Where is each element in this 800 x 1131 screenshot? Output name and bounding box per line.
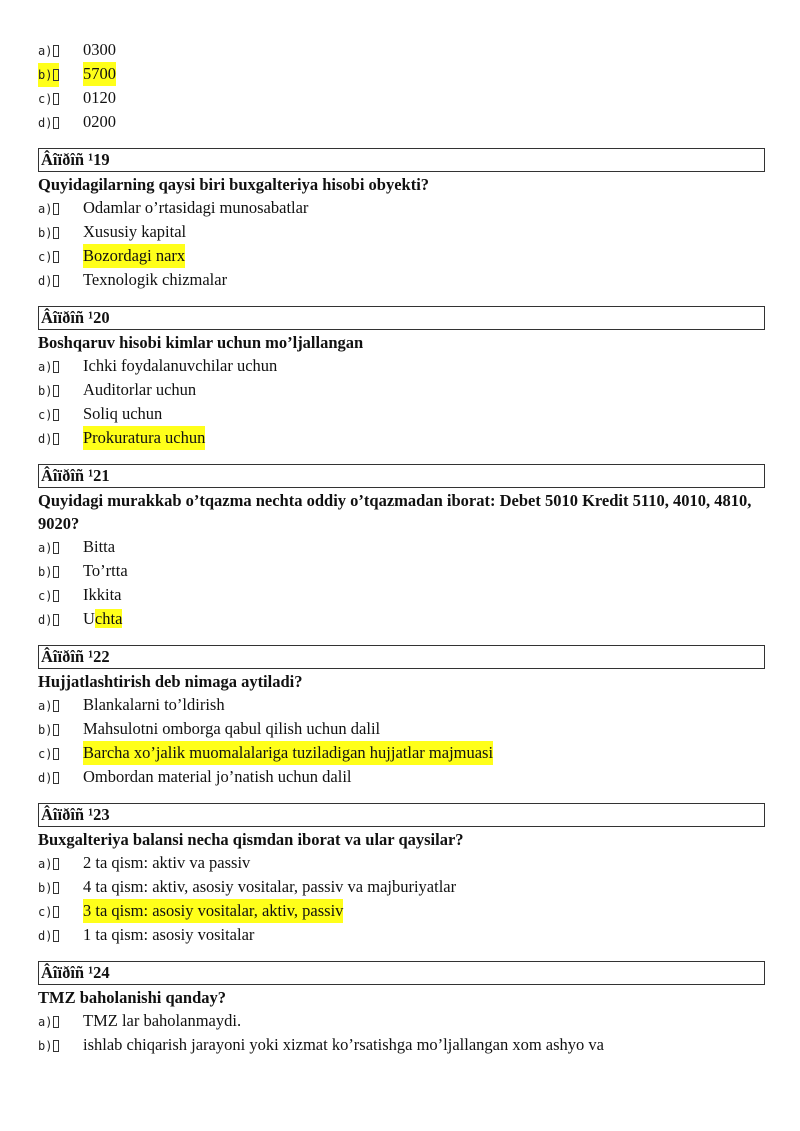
question-header: Âîïðîñ ¹22 xyxy=(38,645,765,669)
question-block xyxy=(38,803,765,947)
checkbox-icon xyxy=(53,433,59,445)
option-text: Auditorlar uchun xyxy=(83,380,197,399)
option-b[interactable] xyxy=(38,378,765,402)
checkbox-icon xyxy=(53,69,59,81)
option-key: d) xyxy=(38,111,59,135)
option-text: 0200 xyxy=(83,112,116,131)
checkbox-icon xyxy=(53,614,59,626)
option-key: c) xyxy=(38,742,59,766)
option-key: c) xyxy=(38,584,59,608)
option-d[interactable] xyxy=(38,607,765,631)
option-key: a) xyxy=(38,852,59,876)
question-block xyxy=(38,148,765,292)
option-key: c) xyxy=(38,245,59,269)
checkbox-icon xyxy=(53,1016,59,1028)
option-d[interactable] xyxy=(38,765,765,789)
checkbox-icon xyxy=(53,882,59,894)
option-text-highlighted: chta xyxy=(94,609,123,628)
question-block xyxy=(38,961,765,1057)
option-a[interactable] xyxy=(38,354,765,378)
option-key: d) xyxy=(38,427,59,451)
checkbox-icon xyxy=(53,858,59,870)
option-text-highlighted: Prokuratura uchun xyxy=(83,426,205,450)
question-text: TMZ baholanishi qanday? xyxy=(38,988,226,1007)
checkbox-icon xyxy=(53,361,59,373)
option-key: a) xyxy=(38,694,59,718)
checkbox-icon xyxy=(53,117,59,129)
option-text-highlighted: Bozordagi narx xyxy=(83,244,185,268)
question-block xyxy=(38,464,765,631)
question-header: Âîïðîñ ¹20 xyxy=(38,306,765,330)
option-a[interactable] xyxy=(38,38,765,62)
option-text: Ombordan material jo’natish uchun dalil xyxy=(83,767,352,786)
option-text: Ikkita xyxy=(83,585,122,604)
option-key: b) xyxy=(38,379,59,403)
option-key: b) xyxy=(38,1034,59,1058)
option-b[interactable] xyxy=(38,717,765,741)
option-key: a) xyxy=(38,197,59,221)
option-text: 2 ta qism: aktiv va passiv xyxy=(83,853,251,872)
option-text xyxy=(83,607,122,631)
option-text: Soliq uchun xyxy=(83,404,163,423)
option-key: b) xyxy=(38,876,59,900)
option-text-highlighted: 5700 xyxy=(83,62,116,86)
checkbox-icon xyxy=(53,542,59,554)
option-key: b) xyxy=(38,221,59,245)
option-key: a) xyxy=(38,39,59,63)
question-header: Âîïðîñ ¹24 xyxy=(38,961,765,985)
checkbox-icon xyxy=(53,93,59,105)
option-key: b) xyxy=(38,63,59,87)
option-key: d) xyxy=(38,608,59,632)
option-text-highlighted: 3 ta qism: asosiy vositalar, aktiv, passiv xyxy=(83,899,343,923)
question-header: Âîïðîñ ¹19 xyxy=(38,148,765,172)
option-key: a) xyxy=(38,536,59,560)
option-d[interactable] xyxy=(38,923,765,947)
option-key: a) xyxy=(38,1010,59,1034)
option-text: Bitta xyxy=(83,537,116,556)
option-a[interactable] xyxy=(38,196,765,220)
option-key: c) xyxy=(38,403,59,427)
option-text: 0120 xyxy=(83,88,116,107)
checkbox-icon xyxy=(53,227,59,239)
option-b[interactable] xyxy=(38,875,765,899)
checkbox-icon xyxy=(53,700,59,712)
option-key: a) xyxy=(38,355,59,379)
option-c[interactable] xyxy=(38,583,765,607)
checkbox-icon xyxy=(53,724,59,736)
option-c[interactable] xyxy=(38,402,765,426)
option-b[interactable] xyxy=(38,220,765,244)
option-text: 4 ta qism: aktiv, asosiy vositalar, passiv va majburiyatlar xyxy=(83,877,457,896)
question-block xyxy=(38,306,765,450)
option-a[interactable] xyxy=(38,1009,765,1033)
option-c[interactable] xyxy=(38,899,765,923)
option-list xyxy=(38,38,765,134)
option-key: d) xyxy=(38,766,59,790)
checkbox-icon xyxy=(53,566,59,578)
option-key: c) xyxy=(38,900,59,924)
option-text: To’rtta xyxy=(83,561,128,580)
option-b[interactable] xyxy=(38,62,765,86)
option-text: TMZ lar baholanmaydi. xyxy=(83,1011,242,1030)
option-text-plain: U xyxy=(83,609,95,628)
question-text: Quyidagilarning qaysi biri buxgalteriya hisobi obyekti? xyxy=(38,175,430,194)
question-block xyxy=(38,645,765,789)
option-c[interactable] xyxy=(38,86,765,110)
option-a[interactable] xyxy=(38,535,765,559)
option-text: ishlab chiqarish jarayoni yoki xizmat ko’rsatishga mo’ljallangan xom ashyo va xyxy=(83,1035,604,1054)
question-header: Âîïðîñ ¹21 xyxy=(38,464,765,488)
option-key: b) xyxy=(38,718,59,742)
option-c[interactable] xyxy=(38,244,765,268)
checkbox-icon xyxy=(53,203,59,215)
question-text: Buxgalteriya balansi necha qismdan iborat va ular qaysilar? xyxy=(38,830,464,849)
option-text: 1 ta qism: asosiy vositalar xyxy=(83,925,255,944)
question-text: Hujjatlashtirish deb nimaga aytiladi? xyxy=(38,672,303,691)
option-d[interactable] xyxy=(38,268,765,292)
checkbox-icon xyxy=(53,590,59,602)
option-b[interactable] xyxy=(38,559,765,583)
option-a[interactable] xyxy=(38,851,765,875)
option-text: Mahsulotni omborga qabul qilish uchun dalil xyxy=(83,719,381,738)
option-key: c) xyxy=(38,87,59,111)
option-text: Ichki foydalanuvchilar uchun xyxy=(83,356,278,375)
checkbox-icon xyxy=(53,385,59,397)
question-text: Boshqaruv hisobi kimlar uchun mo’ljallangan xyxy=(38,333,364,352)
option-c[interactable] xyxy=(38,741,765,765)
option-text: Xususiy kapital xyxy=(83,222,187,241)
checkbox-icon xyxy=(53,275,59,287)
checkbox-icon xyxy=(53,1040,59,1052)
checkbox-icon xyxy=(53,251,59,263)
checkbox-icon xyxy=(53,45,59,57)
option-text: Blankalarni to’ldirish xyxy=(83,695,225,714)
option-text: Texnologik chizmalar xyxy=(83,270,228,289)
option-key: b) xyxy=(38,560,59,584)
option-d[interactable] xyxy=(38,110,765,134)
option-key: d) xyxy=(38,924,59,948)
option-text: Odamlar o’rtasidagi munosabatlar xyxy=(83,198,309,217)
option-a[interactable] xyxy=(38,693,765,717)
option-text-highlighted: Barcha xo’jalik muomalalariga tuziladigan hujjatlar majmuasi xyxy=(83,741,493,765)
checkbox-icon xyxy=(53,748,59,760)
option-text: 0300 xyxy=(83,40,116,59)
checkbox-icon xyxy=(53,930,59,942)
checkbox-icon xyxy=(53,772,59,784)
document-page xyxy=(38,38,765,1057)
checkbox-icon xyxy=(53,906,59,918)
option-key: d) xyxy=(38,269,59,293)
question-text: Quyidagi murakkab o’tqazma nechta oddiy o’tqazmadan iborat: Debet 5010 Kredit 5110, 4010, 4810, 9020? xyxy=(38,491,752,533)
checkbox-icon xyxy=(53,409,59,421)
option-d[interactable] xyxy=(38,426,765,450)
question-header: Âîïðîñ ¹23 xyxy=(38,803,765,827)
option-b[interactable] xyxy=(38,1033,765,1057)
